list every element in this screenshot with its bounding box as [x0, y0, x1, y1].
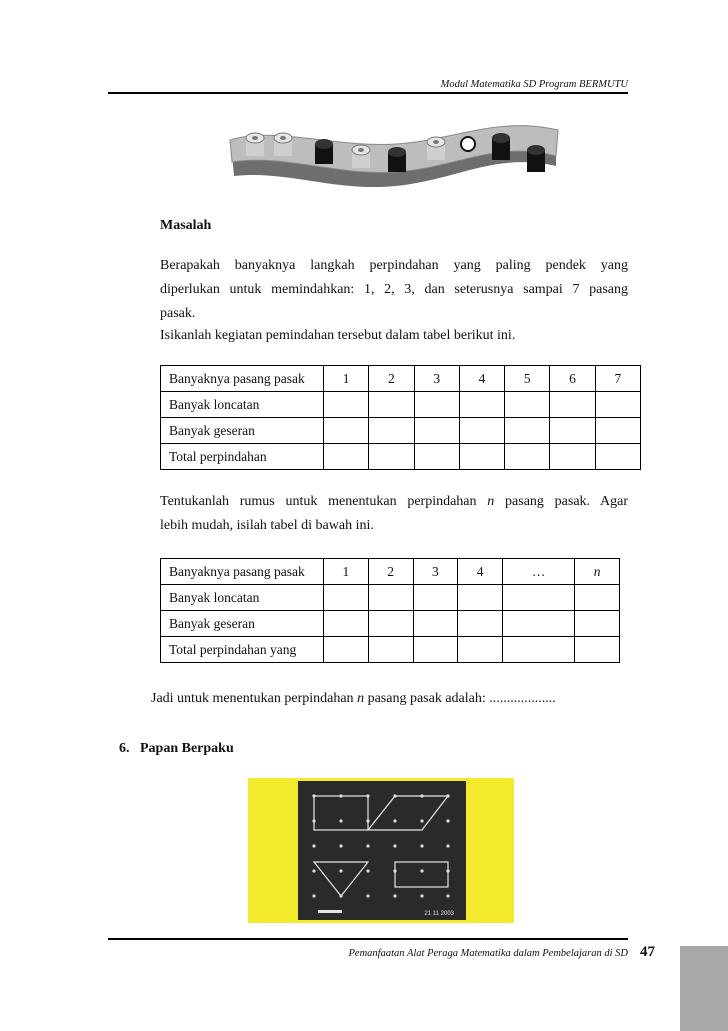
formula-line-2: lebih mudah, isilah tabel di bawah ini. [160, 518, 374, 533]
table-col-header: 2 [368, 559, 413, 585]
black-peg-3 [492, 133, 510, 160]
problem-line: Berapakah banyaknya langkah perpindahan yang paling pendek yang [160, 258, 628, 273]
table-header-row [161, 559, 620, 585]
problem-heading: Masalah [160, 218, 212, 233]
table-col-header: 7 [595, 366, 640, 392]
black-peg-4 [527, 145, 545, 172]
table-row-label: Banyak loncatan [161, 392, 324, 418]
empty-hole [461, 137, 475, 151]
table-col-header: 3 [414, 366, 459, 392]
table-col-header: 1 [324, 559, 369, 585]
geoboard-board [298, 781, 466, 920]
problem-line: pasak. [160, 306, 196, 321]
table-col-header: 6 [550, 366, 595, 392]
page-number: 47 [640, 944, 655, 960]
table-formula [160, 558, 620, 663]
footer-rule [108, 938, 628, 940]
table-row [161, 418, 641, 444]
table-col-header: 4 [458, 559, 503, 585]
table-col-header: 5 [505, 366, 550, 392]
problem-instruction: Isikanlah kegiatan pemindahan tersebut dalam tabel berikut ini. [160, 328, 516, 343]
black-peg-2 [388, 147, 406, 172]
geoboard-drawing [248, 778, 514, 923]
formula-line-1: Tentukanlah rumus untuk menentukan perpindahan n pasang pasak. Agar [160, 494, 629, 509]
table-row-label: Banyak geseran [161, 611, 324, 637]
problem-line: diperlukan untuk memindahkan: 1, 2, 3, dan seterusnya sampai 7 pasang [160, 282, 628, 297]
table-col-header: 4 [459, 366, 504, 392]
table-col-header: 1 [324, 366, 369, 392]
problem-paragraph [160, 254, 628, 348]
conclusion-line: Jadi untuk menentukan perpindahan n pasang pasak adalah: ................... [151, 691, 556, 706]
table-row-label: Total perpindahan [161, 444, 324, 470]
geoboard-photo [248, 778, 514, 923]
running-footer: Pemanfaatan Alat Peraga Matematika dalam Pembelajaran di SD [348, 948, 628, 959]
page-tab [680, 946, 728, 1031]
table-row [161, 637, 620, 663]
section-number: 6. [119, 741, 130, 756]
table-col-header: 3 [413, 559, 458, 585]
white-peg-4 [427, 137, 445, 160]
table-col-header: 2 [369, 366, 414, 392]
table-row-label: Total perpindahan yang [161, 637, 324, 663]
table-col-header: … [503, 559, 575, 585]
header-rule [108, 92, 628, 94]
section-title: Papan Berpaku [140, 741, 234, 756]
table-col-header: n [575, 559, 620, 585]
photo-date-stamp: 21 11 2003 [424, 911, 454, 917]
white-peg-3 [352, 145, 370, 168]
table-row [161, 611, 620, 637]
white-peg-2 [274, 133, 292, 156]
section-heading [119, 741, 234, 757]
table-row-label: Banyak loncatan [161, 585, 324, 611]
black-peg-1 [315, 139, 333, 164]
running-header: Modul Matematika SD Program BERMUTU [440, 79, 628, 90]
table-row [161, 444, 641, 470]
peg-board-illustration [226, 118, 566, 200]
table-header-row [161, 366, 641, 392]
table-header-label: Banyaknya pasang pasak [161, 366, 324, 392]
table-row [161, 585, 620, 611]
table-row-label: Banyak geseran [161, 418, 324, 444]
table-row [161, 392, 641, 418]
white-peg-1 [246, 133, 264, 156]
formula-paragraph [160, 490, 628, 538]
table-header-label: Banyaknya pasang pasak [161, 559, 324, 585]
photo-scale-mark [318, 910, 342, 913]
table-peg-moves [160, 365, 641, 470]
